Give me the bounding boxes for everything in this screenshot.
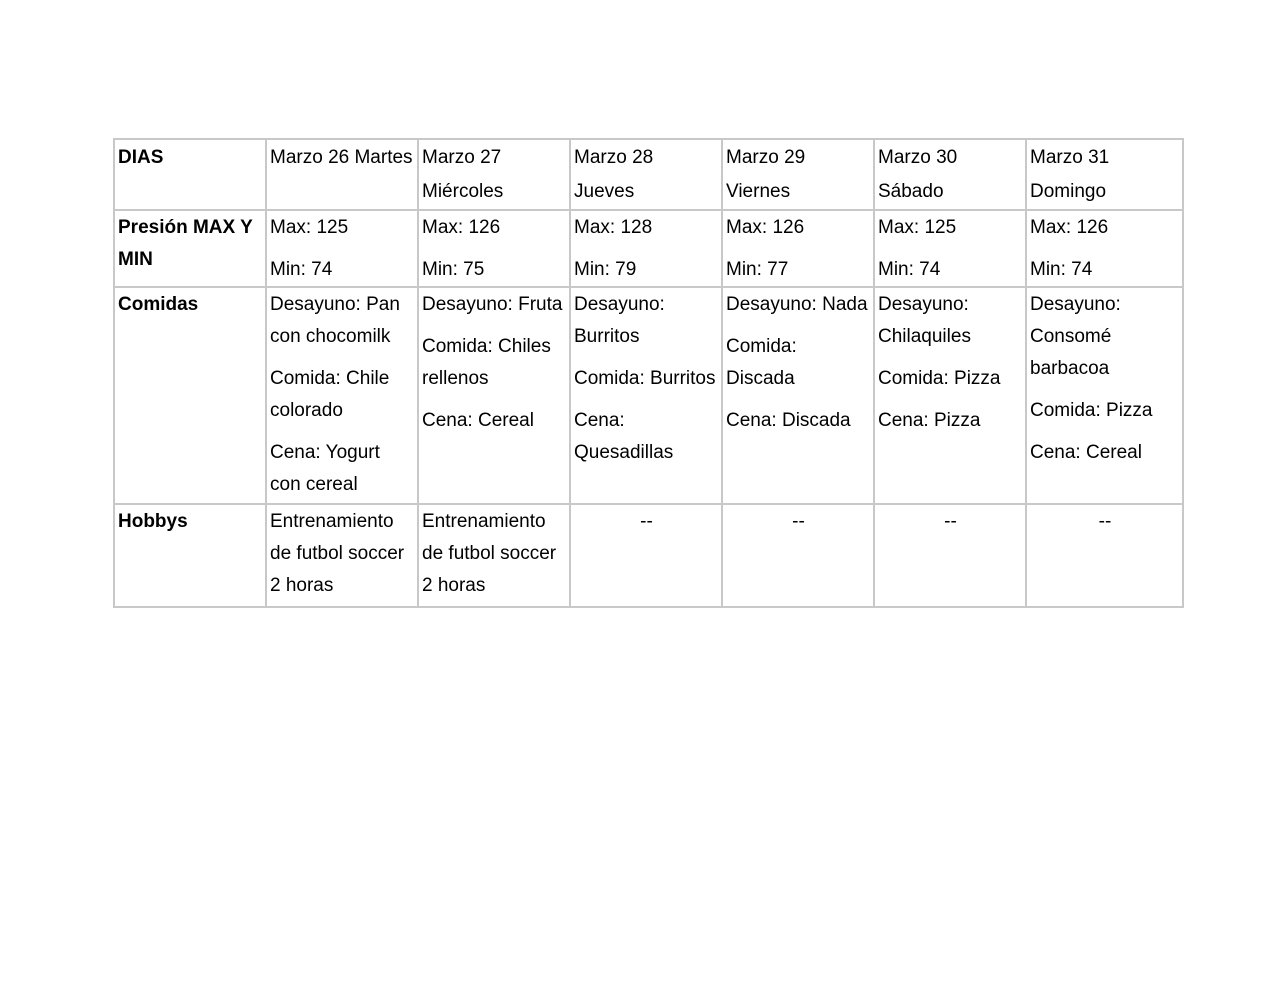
- pressure-cell: [570, 210, 722, 287]
- meal-dinner: Cena: Cereal: [1030, 442, 1142, 463]
- hobby-empty: --: [1098, 511, 1112, 532]
- meal-breakfast: Chilaquiles: [878, 326, 971, 347]
- row-label-text: Presión MAX Y: [118, 217, 253, 238]
- meals-cell: [418, 287, 570, 504]
- meal-lunch: Comida: Burritos: [574, 368, 716, 389]
- meal-lunch: Comida: Pizza: [878, 368, 1001, 389]
- pressure-min: Min: 74: [878, 259, 941, 280]
- meal-lunch: rellenos: [422, 368, 489, 389]
- day-cell: [1026, 139, 1183, 210]
- meal-dinner: Cena: Yogurt: [270, 442, 380, 463]
- hobby-empty: --: [792, 511, 805, 532]
- day-cell: [874, 139, 1026, 210]
- hobby-empty: --: [944, 511, 957, 532]
- meal-dinner: Cena: Discada: [726, 410, 851, 431]
- table-row-days: [114, 139, 1183, 210]
- row-label-text: MIN: [118, 249, 153, 270]
- day-cell: [266, 139, 418, 210]
- hobby-cell: [418, 504, 570, 607]
- pressure-min: Min: 74: [1030, 259, 1093, 280]
- day-date: Marzo 28: [574, 147, 654, 168]
- meal-dinner: con cereal: [270, 474, 358, 495]
- hobby-cell: [266, 504, 418, 607]
- meal-breakfast: Desayuno:: [574, 294, 665, 315]
- day-cell: [570, 139, 722, 210]
- hobby-cell: [722, 504, 874, 607]
- meal-lunch: Comida:: [726, 336, 797, 357]
- pressure-min: Min: 75: [422, 259, 485, 280]
- hobby-empty: --: [640, 511, 653, 532]
- pressure-max: Max: 126: [422, 217, 501, 238]
- day-date: Marzo 30: [878, 147, 958, 168]
- hobby-cell: [570, 504, 722, 607]
- hobby-cell: [1026, 504, 1183, 607]
- table-row-hobbies: [114, 504, 1183, 607]
- hobby-text: 2 horas: [422, 575, 486, 596]
- day-date: Marzo 31: [1030, 147, 1110, 168]
- meals-cell: [722, 287, 874, 504]
- hobby-cell: [874, 504, 1026, 607]
- meals-cell: [874, 287, 1026, 504]
- meal-breakfast: Desayuno:: [878, 294, 969, 315]
- day-cell: [722, 139, 874, 210]
- pressure-cell: [874, 210, 1026, 287]
- row-label-meals: [114, 287, 266, 504]
- meal-breakfast: Desayuno: Nada: [726, 294, 868, 315]
- pressure-min: Min: 77: [726, 259, 789, 280]
- hobby-text: Entrenamiento: [270, 511, 394, 532]
- day-weekday: Domingo: [1030, 181, 1107, 202]
- meal-dinner: Cena:: [574, 410, 625, 431]
- table-row-meals: [114, 287, 1183, 504]
- meal-breakfast: Desayuno:: [1030, 294, 1121, 315]
- pressure-max: Max: 126: [1030, 217, 1109, 238]
- pressure-cell: [266, 210, 418, 287]
- meal-dinner: Cena: Cereal: [422, 410, 534, 431]
- meal-breakfast: Desayuno: Pan: [270, 294, 400, 315]
- meals-cell: [1026, 287, 1183, 504]
- hobby-text: Entrenamiento: [422, 511, 546, 532]
- day-weekday: Miércoles: [422, 181, 504, 202]
- pressure-max: Max: 125: [270, 217, 349, 238]
- meal-dinner: Cena: Pizza: [878, 410, 981, 431]
- day-text: Marzo 26 Martes: [270, 147, 413, 168]
- day-weekday: Sábado: [878, 181, 944, 202]
- hobby-text: de futbol soccer: [270, 543, 405, 564]
- day-weekday: Jueves: [574, 181, 635, 202]
- day-cell: [418, 139, 570, 210]
- hobby-text: 2 horas: [270, 575, 334, 596]
- pressure-cell: [722, 210, 874, 287]
- meal-breakfast: barbacoa: [1030, 358, 1110, 379]
- row-label-text: Comidas: [118, 294, 199, 315]
- hobby-text: de futbol soccer: [422, 543, 557, 564]
- meal-lunch: Comida: Chiles: [422, 336, 551, 357]
- meal-lunch: Comida: Pizza: [1030, 400, 1153, 421]
- pressure-max: Max: 126: [726, 217, 805, 238]
- day-weekday: Viernes: [726, 181, 791, 202]
- meal-breakfast: Desayuno: Fruta: [422, 294, 563, 315]
- meals-cell: [570, 287, 722, 504]
- meal-breakfast: Burritos: [574, 326, 640, 347]
- meal-lunch: Comida: Chile: [270, 368, 390, 389]
- row-label-text: DIAS: [118, 147, 164, 168]
- meal-breakfast: Consomé: [1030, 326, 1112, 347]
- pressure-min: Min: 74: [270, 259, 333, 280]
- pressure-cell: [1026, 210, 1183, 287]
- weekly-health-table: [113, 138, 1184, 608]
- meal-dinner: Quesadillas: [574, 442, 674, 463]
- meals-cell: [266, 287, 418, 504]
- meal-breakfast: con chocomilk: [270, 326, 391, 347]
- row-label-pressure: [114, 210, 266, 287]
- meal-lunch: colorado: [270, 400, 343, 421]
- meal-lunch: Discada: [726, 368, 795, 389]
- pressure-cell: [418, 210, 570, 287]
- day-date: Marzo 27: [422, 147, 502, 168]
- pressure-max: Max: 128: [574, 217, 653, 238]
- pressure-min: Min: 79: [574, 259, 637, 280]
- day-date: Marzo 29: [726, 147, 806, 168]
- row-label-days: [114, 139, 266, 210]
- table-row-pressure: [114, 210, 1183, 287]
- row-label-hobbies: [114, 504, 266, 607]
- row-label-text: Hobbys: [118, 511, 188, 532]
- pressure-max: Max: 125: [878, 217, 957, 238]
